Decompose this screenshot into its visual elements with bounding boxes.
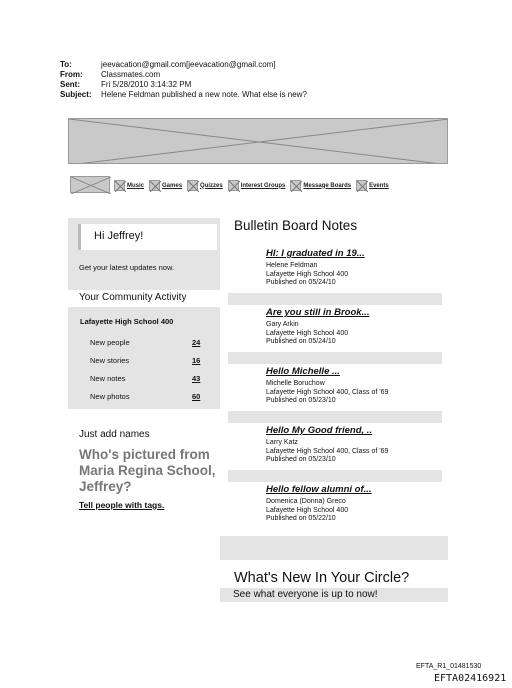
nav-interest-groups-label: Interest Groups: [240, 182, 286, 189]
from-value: Classmates.com: [101, 70, 161, 79]
note-title-link[interactable]: HI: I graduated in 19...: [266, 248, 365, 259]
bulletin-note: [266, 425, 388, 465]
from-row: [60, 70, 307, 80]
logo-placeholder: [70, 176, 110, 193]
to-value: jeevacation@gmail.com[jeevacation@gmail.com]: [101, 60, 276, 69]
music-icon: [114, 180, 125, 191]
note-separator: [228, 470, 442, 482]
nav-message-boards-label: Message Boards: [303, 182, 352, 189]
stat-new-stories-label: New stories: [90, 356, 130, 365]
sent-row: [60, 80, 307, 90]
nav-quizzes[interactable]: [187, 180, 223, 191]
greeting-panel: [68, 218, 220, 290]
note-author: Helene Feldman: [266, 262, 318, 269]
note-school: Lafayette High School 400: [266, 506, 349, 514]
nav-bar: [68, 172, 448, 196]
activity-title: Your Community Activity: [79, 292, 187, 303]
to-row: [60, 60, 307, 70]
image-placeholder-icon: [71, 177, 111, 194]
note-author: Michelle Boruchow: [266, 380, 325, 387]
note-separator: [228, 352, 442, 364]
nav-games[interactable]: [149, 180, 182, 191]
stat-new-notes-label: New notes: [90, 374, 126, 383]
note-author: Larry Katz: [266, 439, 298, 446]
quizzes-icon: [187, 180, 198, 191]
games-icon: [149, 180, 160, 191]
nav-music[interactable]: [114, 180, 144, 191]
note-school: Lafayette High School 400: [266, 270, 349, 278]
nav-music-label: Music: [127, 182, 145, 189]
note-published: Published on 05/24/10: [266, 338, 336, 346]
from-label: From:: [60, 70, 83, 79]
document-reference-1: EFTA_R1_01481530: [416, 663, 482, 670]
document-reference-2: EFTA02416921: [434, 673, 507, 684]
email-body: [68, 118, 448, 602]
tell-people-link[interactable]: Tell people with tags.: [79, 500, 165, 510]
bulletin-footer-bar: [220, 536, 448, 560]
nav-items: [114, 180, 394, 191]
sent-value: Fri 5/28/2010 3:14:32 PM: [101, 80, 192, 89]
bulletin-board-title: Bulletin Board Notes: [234, 218, 358, 233]
note-title-link[interactable]: Hello My Good friend, ..: [266, 425, 373, 436]
note-published: Published on 05/23/10: [266, 397, 336, 405]
note-school: Lafayette High School 400, Class of '69: [266, 447, 389, 455]
note-separator: [228, 411, 442, 423]
note-author: Domenica (Donna) Greco: [266, 498, 346, 505]
nav-quizzes-label: Quizzes: [200, 182, 223, 189]
see-everyone-link[interactable]: See what everyone is up to now!: [220, 588, 448, 602]
bulletin-note: [266, 248, 365, 288]
note-published: Published on 05/23/10: [266, 456, 336, 464]
bulletin-note: [266, 484, 372, 524]
stat-new-stories-value[interactable]: 16: [192, 356, 201, 365]
bulletin-note: [266, 366, 388, 406]
to-label: To:: [60, 60, 72, 69]
image-placeholder-icon: [69, 119, 448, 164]
whos-pictured-heading: Who's pictured from Maria Regina School, Jeffrey?: [79, 447, 216, 494]
message-boards-icon: [290, 180, 301, 191]
nav-message-boards[interactable]: [290, 180, 351, 191]
note-title-link[interactable]: Hello fellow alumni of...: [266, 484, 372, 495]
note-title-link[interactable]: Hello Michelle ...: [266, 366, 340, 377]
stat-new-notes-value[interactable]: 43: [192, 374, 201, 383]
note-title-link[interactable]: Are you still in Brook...: [266, 307, 370, 318]
nav-events-label: Events: [369, 182, 389, 189]
greeting-text: Hi Jeffrey!: [94, 230, 144, 242]
nav-events[interactable]: [356, 180, 389, 191]
stat-new-photos-value[interactable]: 60: [192, 392, 201, 401]
updates-text: Get your latest updates now.: [79, 263, 175, 272]
note-school: Lafayette High School 400, Class of '69: [266, 388, 389, 396]
stat-new-photos-label: New photos: [90, 392, 130, 401]
bulletin-note: [266, 307, 369, 347]
note-author: Gary Arkin: [266, 321, 299, 328]
activity-panel: [68, 307, 220, 409]
nav-games-label: Games: [162, 182, 183, 189]
note-published: Published on 05/24/10: [266, 279, 336, 287]
stat-new-people-value[interactable]: 24: [192, 338, 201, 347]
email-header: [60, 60, 307, 100]
nav-interest-groups[interactable]: [228, 180, 286, 191]
just-add-names: Just add names: [79, 429, 150, 440]
whats-new-title: What's New In Your Circle?: [234, 570, 410, 586]
school-name: Lafayette High School 400: [80, 317, 174, 326]
subject-label: Subject:: [60, 90, 92, 99]
events-icon: [356, 180, 367, 191]
subject-row: [60, 90, 307, 100]
note-separator: [228, 293, 442, 305]
subject-value: Helene Feldman published a new note. What else is new?: [101, 90, 307, 99]
stat-new-people-label: New people: [90, 338, 130, 347]
note-published: Published on 05/22/10: [266, 515, 336, 523]
note-school: Lafayette High School 400: [266, 329, 349, 337]
banner-image-placeholder: [68, 118, 448, 164]
interest-groups-icon: [228, 180, 239, 191]
sent-label: Sent:: [60, 80, 80, 89]
